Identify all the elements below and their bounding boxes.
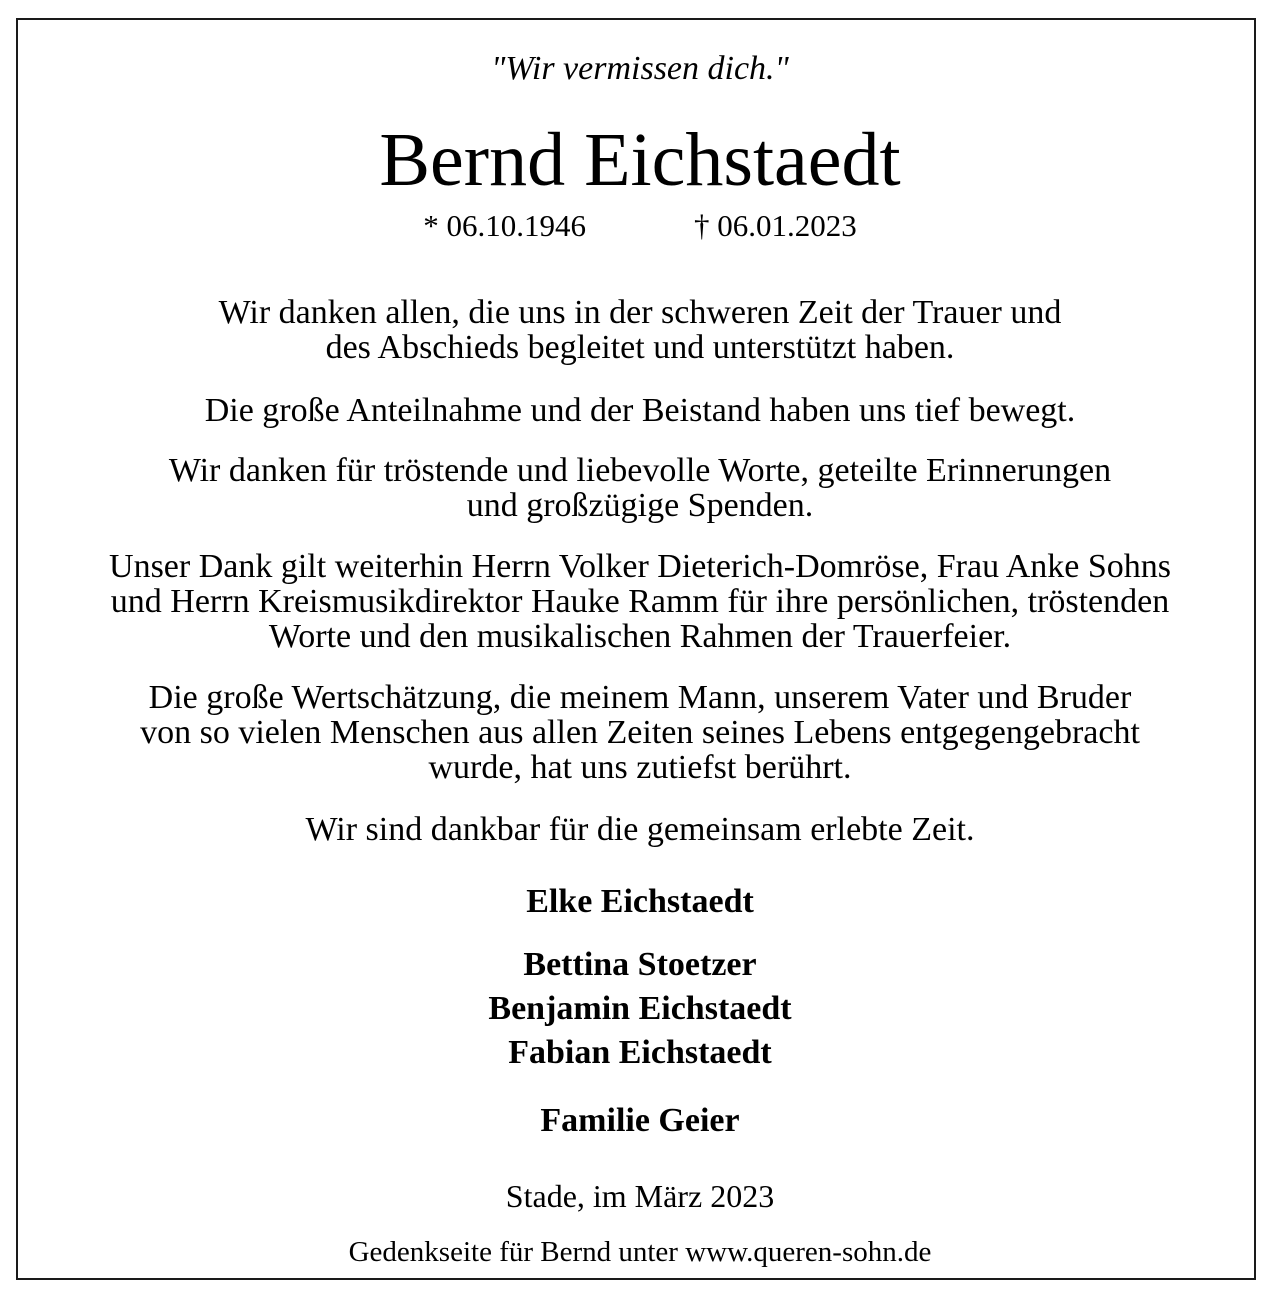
paragraph-line: Wir sind dankbar für die gemeinsam erlebte Zeit.	[305, 811, 975, 848]
signature-family: Familie Geier	[540, 1102, 740, 1139]
paragraph-line: des Abschieds begleitet und unterstützt haben.	[325, 329, 955, 366]
paragraph-line: und Herrn Kreismusikdirektor Hauke Ramm für ihre persönlichen, tröstenden	[110, 583, 1170, 620]
signature-spouse: Elke Eichstaedt	[526, 883, 754, 920]
paragraph-gratitude	[18, 812, 1262, 847]
deceased-name: Bernd Eichstaedt	[379, 118, 901, 202]
paragraph-line: Die große Wertschätzung, die meinem Mann, unserem Vater und Bruder	[148, 679, 1132, 716]
birth-date: * 06.10.1946	[423, 208, 586, 243]
place-and-date: Stade, im März 2023	[505, 1178, 775, 1214]
paragraph-line: Wir danken allen, die uns in der schweren Zeit der Trauer und	[218, 294, 1062, 331]
paragraph-line: Die große Anteilnahme und der Beistand haben uns tief bewegt.	[204, 392, 1076, 429]
signature-child: Benjamin Eichstaedt	[488, 990, 792, 1027]
paragraph-line: Wir danken für tröstende und liebevolle Worte, geteilte Erinnerungen	[168, 452, 1112, 489]
signature-children	[18, 943, 1262, 1075]
signature-child: Fabian Eichstaedt	[508, 1034, 772, 1071]
signature-child: Bettina Stoetzer	[523, 946, 757, 983]
life-dates	[18, 210, 1262, 241]
paragraph-line: und großzügige Spenden.	[466, 487, 814, 524]
paragraph-line: von so vielen Menschen aus allen Zeiten seines Lebens entgegengebracht	[140, 714, 1140, 751]
death-date: † 06.01.2023	[694, 208, 857, 243]
paragraph-appreciation	[18, 680, 1262, 785]
motto-quote: "Wir vermissen dich."	[491, 50, 789, 87]
paragraph-special-thanks	[18, 549, 1262, 654]
paragraph-thanks	[18, 295, 1262, 365]
paragraph-words	[18, 453, 1262, 523]
paragraph-sympathy	[18, 393, 1262, 428]
paragraph-line: Unser Dank gilt weiterhin Herrn Volker Dieterich-Domröse, Frau Anke Sohns	[109, 548, 1171, 585]
paragraph-line: wurde, hat uns zutiefst berührt.	[428, 749, 852, 786]
paragraph-line: Worte und den musikalischen Rahmen der Trauerfeier.	[268, 618, 1012, 655]
memorial-page-note: Gedenkseite für Bernd unter www.queren-sohn.de	[348, 1236, 932, 1268]
